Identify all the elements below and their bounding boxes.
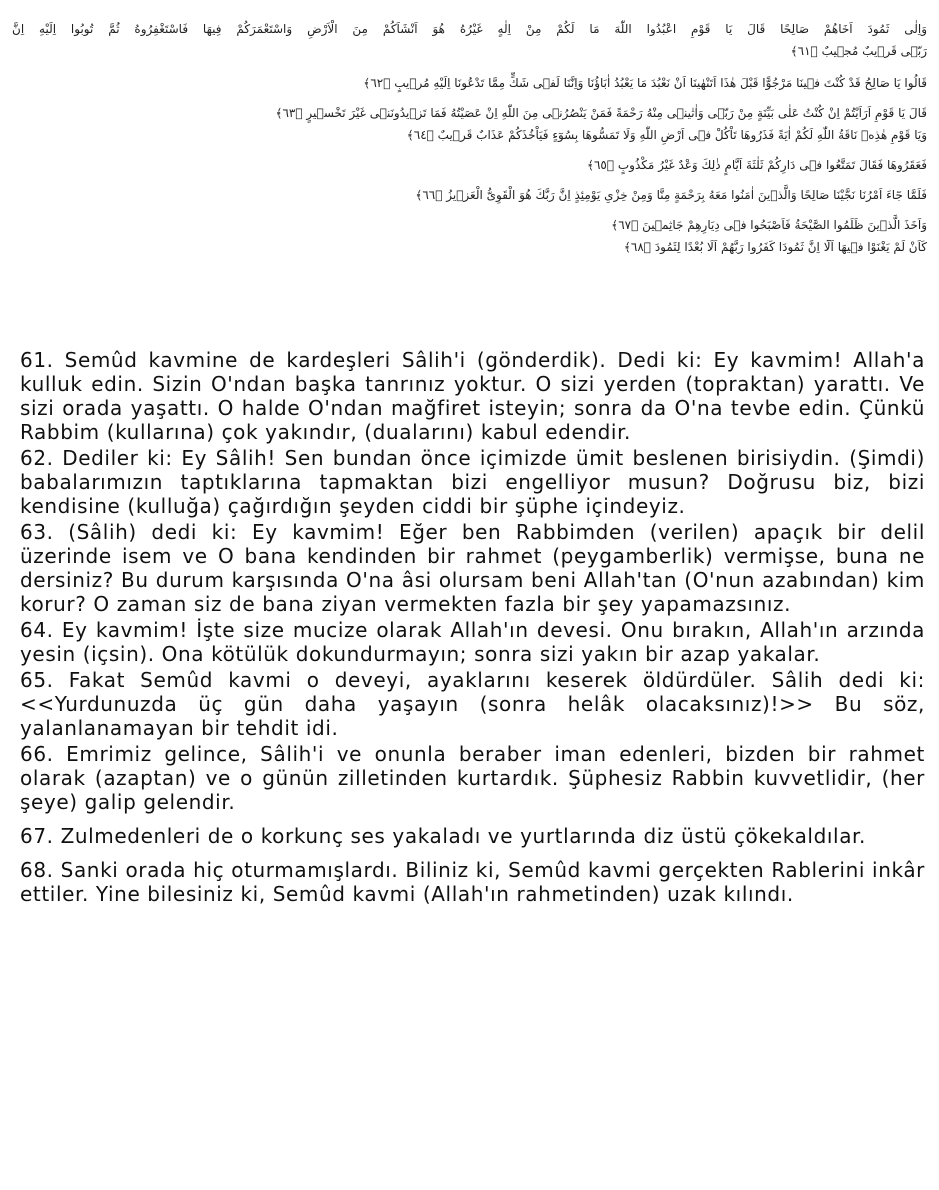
verse-68: 68. Sanki orada hiç oturmamışlardı. Biliniz ki, Semûd kavmi gerçekten Rablerini inkâr ettiler. Yine bilesiniz ki, Semûd kavmi (Allah'ın rahmetinden) uzak kılındı. (20, 858, 925, 906)
arabic-verses (12, 18, 927, 258)
arabic-line-65: فَعَقَرُوهَا فَقَالَ تَمَتَّعُوا فٖى دَارِكُمْ ثَلٰثَةَ اَيَّامٍ ذٰلِكَ وَعْدٌ غَيْرُ مَكْذُوبٍ ﴿٦٥﴾ (586, 158, 927, 172)
arabic-line-68: كَاَنْ لَمْ يَغْنَوْا فٖيهَا اَلَٓا اِنَّ ثَمُودَا كَفَرُوا رَبَّهُمْ اَلَا بُعْدًا لِثَمُودَ ﴿٦٨﴾ (623, 240, 927, 254)
arabic-line-66: فَلَمَّا جَٓاءَ اَمْرُنَا نَجَّيْنَا صَالِحًا وَالَّذٖينَ اٰمَنُوا مَعَهُ بِرَحْمَةٍ مِنَّا وَمِنْ خِزْىِ يَوْمِئِذٍ اِنَّ رَبَّكَ هُوَ الْقَوِىُّ الْعَزٖيزُ ﴿٦٦﴾ (415, 188, 927, 202)
verse-62: 62. Dediler ki: Ey Sâlih! Sen bundan önce içimizde ümit beslenen birisiydin. (Şimdi) babalarımızın taptıklarına tapmaktan bizi engelliyor musun? Doğrusu biz, bizi kendisine (kulluğa) çağırdığın şeyden ciddi bir şüphe içindeyiz. (20, 446, 925, 518)
arabic-line-61a: وَاِلٰى ثَمُودَ اَخَاهُمْ صَالِحًا قَالَ يَا قَوْمِ اعْبُدُوا اللّٰهَ مَا لَكُمْ مِنْ اِلٰهٍ غَيْرُهُ هُوَ اَنْشَاَكُمْ مِنَ الْاَرْضِ وَاسْتَعْمَرَكُمْ فِيهَا فَاسْتَغْفِرُوهُ ثُمَّ تُوبُوا اِلَيْهِ اِنَّ (12, 22, 927, 36)
verse-67: 67. Zulmedenleri de o korkunç ses yakaladı ve yurtlarında diz üstü çökekaldılar. (20, 824, 866, 848)
verse-64: 64. Ey kavmim! İşte size mucize olarak Allah'ın devesi. Onu bırakın, Allah'ın arzında yesin (içsin). Ona kötülük dokundurmayın; sonra sizi yakın bir azap yakalar. (20, 618, 925, 666)
verse-65: 65. Fakat Semûd kavmi o deveyi, ayaklarını keserek öldürdüler. Sâlih dedi ki: <<Yurdunuzda üç gün daha yaşayın (sonra helâk olacaksınız)!>> Bu söz, yalanlanamayan bir tehdit idi. (20, 668, 925, 740)
arabic-line-61b: رَبّٖى قَرٖيبٌ مُجٖيبٌ ﴿٦١﴾ (790, 44, 927, 58)
arabic-line-67: وَاَخَذَ الَّذٖينَ ظَلَمُوا الصَّيْحَةُ فَاَصْبَحُوا فٖى دِيَارِهِمْ جَاثِمٖينَ ﴿٦٧﴾ (611, 218, 927, 232)
verse-61: 61. Semûd kavmine de kardeşleri Sâlih'i (gönderdik). Dedi ki: Ey kavmim! Allah'a kulluk edin. Sizin O'ndan başka tanrınız yoktur. O sizi yerden (topraktan) yarattı. Ve sizi orada yaşattı. O halde O'ndan mağfiret isteyin; sonra da O'na tevbe edin. Çünkü Rabbim (kullarına) çok yakındır, (dualarını) kabul edendir. (20, 348, 925, 444)
arabic-line-64: وَيَا قَوْمِ هٰذِهٖ نَاقَةُ اللّٰهِ لَكُمْ اٰيَةً فَذَرُوهَا تَاْكُلْ فٖى اَرْضِ اللّٰهِ وَلَا تَمَسُّوهَا بِسُوٓءٍ فَيَاْخُذَكُمْ عَذَابٌ قَرٖيبٌ ﴿٦٤﴾ (406, 128, 927, 142)
arabic-line-63: قَالَ يَا قَوْمِ اَرَاَيْتُمْ اِنْ كُنْتُ عَلٰى بَيِّنَةٍ مِنْ رَبّٖى وَاٰتٰينٖى مِنْهُ رَحْمَةً فَمَنْ يَنْصُرُنٖى مِنَ اللّٰهِ اِنْ عَصَيْتُهُ فَمَا تَزٖيدُونَنٖى غَيْرَ تَخْسٖيرٍ ﴿٦٣﴾ (275, 106, 927, 120)
verse-66: 66. Emrimiz gelince, Sâlih'i ve onunla beraber iman edenleri, bizden bir rahmet olarak (azaptan) ve o günün zilletinden kurtardık. Şüphesiz Rabbin kuvvetlidir, (her şeye) galip gelendir. (20, 742, 925, 814)
turkish-translation (20, 348, 925, 906)
verse-63: 63. (Sâlih) dedi ki: Ey kavmim! Eğer ben Rabbimden (verilen) apaçık bir delil üzerinde isem ve O bana kendinden bir rahmet (peygamberlik) vermişse, buna ne dersiniz? Bu durum karşısında O'na âsi olursam beni Allah'tan (O'nun azabından) kim korur? O zaman siz de bana ziyan vermekten fazla bir şey yapamazsınız. (20, 520, 925, 616)
arabic-line-62: قَالُوا يَا صَالِحُ قَدْ كُنْتَ فٖينَا مَرْجُوًّا قَبْلَ هٰذَا اَتَنْهٰينَا اَنْ نَعْبُدَ مَا يَعْبُدُ اٰبَاؤُنَا وَاِنَّنَا لَفٖى شَكٍّ مِمَّا تَدْعُونَا اِلَيْهِ مُرٖيبٍ ﴿٦٢﴾ (363, 76, 927, 90)
